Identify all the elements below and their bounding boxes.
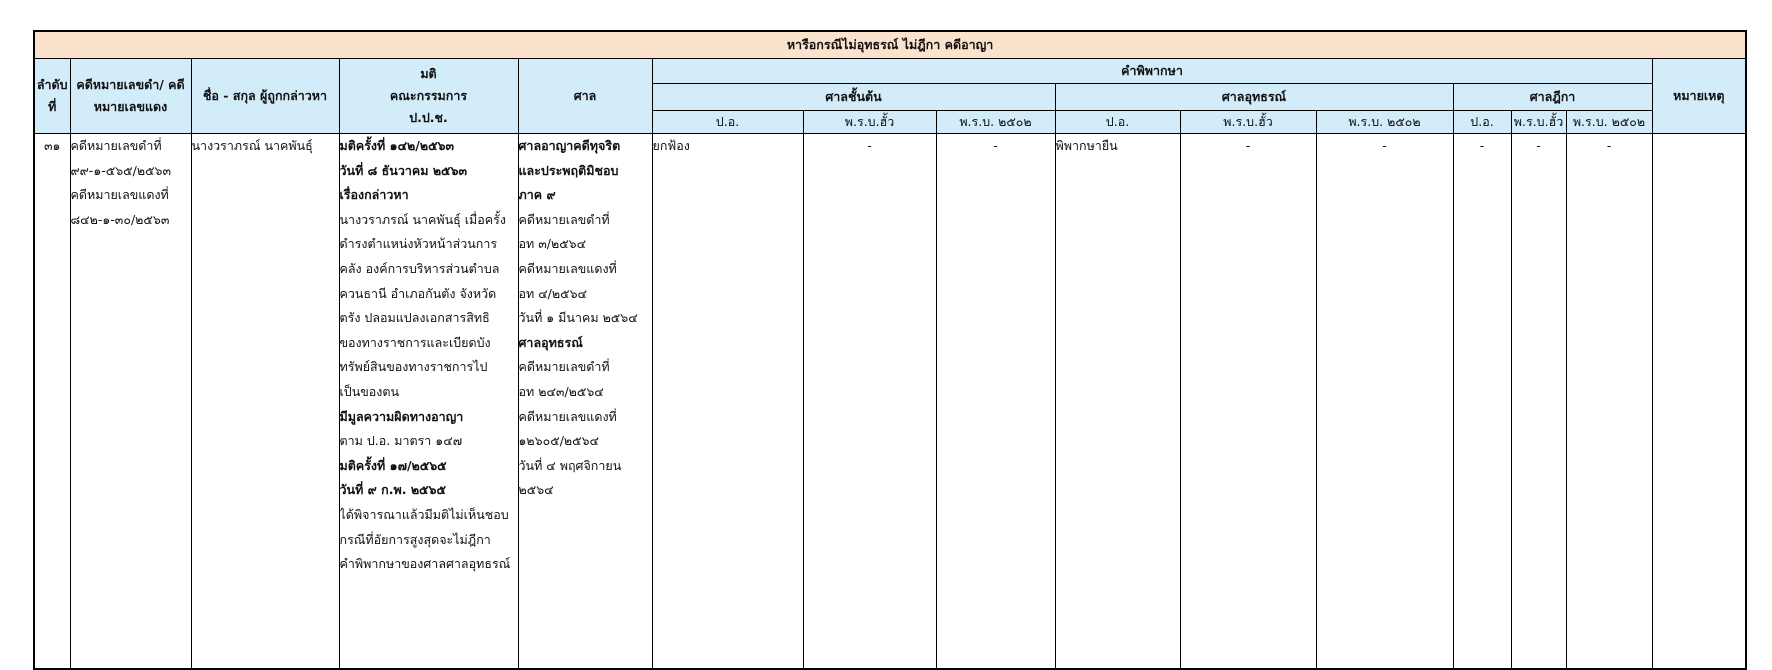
court-line: อท ๔/๒๕๖๔ xyxy=(518,285,587,301)
court-line: วันที่ ๔ พฤศจิกายน xyxy=(518,457,622,473)
header-resolution-line1: มติ xyxy=(420,66,437,81)
resolution-line: วันที่ ๘ ธันวาคม ๒๕๖๓ xyxy=(339,162,467,178)
header-resolution-line3: ป.ป.ช. xyxy=(409,110,448,125)
header-first-prb-2502: พ.ร.บ. ๒๕๐๒ xyxy=(936,111,1055,134)
resolution-line: ตาม ป.อ. มาตรา ๑๔๗ xyxy=(339,433,463,449)
header-resolution xyxy=(339,59,518,134)
resolution-line: ทรัพย์สินของทางราชการไป xyxy=(339,359,488,375)
resolution-line: มติครั้งที่ ๑๗/๒๕๖๕ xyxy=(339,457,447,473)
court-line: ศาลอุทธรณ์ xyxy=(518,334,583,350)
header-supreme-po: ป.อ. xyxy=(1453,111,1511,134)
cell-supreme-po: - xyxy=(1453,134,1511,670)
cell-resolution xyxy=(339,134,518,670)
resolution-line: เป็นของตน xyxy=(339,383,400,399)
case-no-line: ๙๙-๑-๕๖๕/๒๕๖๓ xyxy=(70,162,172,178)
cell-name: นางวราภรณ์ นาคพันธุ์ xyxy=(191,134,339,670)
court-line: อท ๒๔๓/๒๕๖๔ xyxy=(518,383,604,399)
cell-first-prb-hua: - xyxy=(803,134,936,670)
header-court: ศาล xyxy=(518,59,652,134)
resolution-line: มติครั้งที่ ๑๔๒/๒๕๖๓ xyxy=(339,138,455,153)
court-line: อท ๓/๒๕๖๔ xyxy=(518,236,587,252)
court-line: ศาลอาญาคดีทุจริต xyxy=(518,138,621,153)
header-appeal-po: ป.อ. xyxy=(1055,111,1180,134)
cell-seq: ๓๑ xyxy=(34,134,70,670)
cell-first-po: ยกฟ้อง xyxy=(652,134,803,670)
resolution-line: นางวราภรณ์ นาคพันธุ์ เมื่อครั้ง xyxy=(339,211,506,227)
resolution-line: เรื่องกล่าวหา xyxy=(339,187,409,203)
header-judgment: คำพิพากษา xyxy=(652,59,1652,84)
header-supreme-prb-2502: พ.ร.บ. ๒๕๐๒ xyxy=(1566,111,1652,134)
resolution-line: ได้พิจารณาแล้วมีมติไม่เห็นชอบ xyxy=(339,506,509,522)
resolution-line: วันที่ ๙ ก.พ. ๒๕๖๕ xyxy=(339,482,446,498)
header-seq: ลำดับ ที่ xyxy=(34,59,70,134)
header-appeal-prb-2502: พ.ร.บ. ๒๕๐๒ xyxy=(1316,111,1453,134)
table-row xyxy=(34,134,1746,670)
court-line: คดีหมายเลขดำที่ xyxy=(518,211,610,227)
header-resolution-line2: คณะกรรมการ xyxy=(389,88,468,103)
court-line: คดีหมายเลขแดงที่ xyxy=(518,408,617,424)
header-court-supreme: ศาลฎีกา xyxy=(1453,84,1652,111)
resolution-line: คลัง องค์การบริหารส่วนตำบล xyxy=(339,260,500,276)
header-court-first: ศาลชั้นต้น xyxy=(652,84,1055,111)
cell-appeal-po: พิพากษายืน xyxy=(1055,134,1180,670)
header-first-prb-hua: พ.ร.บ.ฮั้ว xyxy=(803,111,936,134)
court-line: คดีหมายเลขแดงที่ xyxy=(518,260,617,276)
case-no-line: คดีหมายเลขแดงที่ xyxy=(70,187,169,203)
cell-remark xyxy=(1652,134,1746,670)
cell-supreme-prb-hua: - xyxy=(1511,134,1566,670)
cell-court xyxy=(518,134,652,670)
court-line: ๑๒๖๐๕/๒๕๖๔ xyxy=(518,433,600,449)
header-first-po: ป.อ. xyxy=(652,111,803,134)
cell-case-no xyxy=(70,134,191,670)
court-line: ภาค ๙ xyxy=(518,187,556,203)
cell-first-prb-2502: - xyxy=(936,134,1055,670)
header-case-no: คดีหมายเลขดำ/ คดีหมายเลขแดง xyxy=(70,59,191,134)
cell-supreme-prb-2502: - xyxy=(1566,134,1652,670)
court-line: คดีหมายเลขดำที่ xyxy=(518,359,610,375)
resolution-line: คำพิพากษาของศาลศาลอุทธรณ์ xyxy=(339,556,511,572)
header-name: ชื่อ - สกุล ผู้ถูกกล่าวหา xyxy=(191,59,339,134)
court-line: ๒๕๖๔ xyxy=(518,482,554,498)
resolution-line: กรณีที่อัยการสูงสุดจะไม่ฎีกา xyxy=(339,531,491,547)
resolution-line: มีมูลความผิดทางอาญา xyxy=(339,408,464,424)
resolution-line: ตรัง ปลอมแปลงเอกสารสิทธิ xyxy=(339,310,490,326)
cell-appeal-prb-hua: - xyxy=(1180,134,1316,670)
resolution-line: ดำรงตำแหน่งหัวหน้าส่วนการ xyxy=(339,236,498,252)
court-line: และประพฤติมิชอบ xyxy=(518,162,619,178)
case-no-line: ๘๔๒-๑-๓๐/๒๕๖๓ xyxy=(70,211,170,227)
table-title: หารือกรณีไม่อุทธรณ์ ไม่ฎีกา คดีอาญา xyxy=(34,31,1746,59)
cell-appeal-prb-2502: - xyxy=(1316,134,1453,670)
header-supreme-prb-hua: พ.ร.บ.ฮั้ว xyxy=(1511,111,1566,134)
resolution-line: ควนธานี อำเภอกันตัง จังหวัด xyxy=(339,285,497,301)
case-table xyxy=(33,30,1747,670)
header-court-appeal: ศาลอุทธรณ์ xyxy=(1055,84,1453,111)
resolution-line: ของทางราชการและเบียดบัง xyxy=(339,334,491,350)
header-remark: หมายเหตุ xyxy=(1652,59,1746,134)
court-line: วันที่ ๑ มีนาคม ๒๕๖๔ xyxy=(518,310,638,326)
case-no-line: คดีหมายเลขดำที่ xyxy=(70,138,162,153)
header-appeal-prb-hua: พ.ร.บ.ฮั้ว xyxy=(1180,111,1316,134)
